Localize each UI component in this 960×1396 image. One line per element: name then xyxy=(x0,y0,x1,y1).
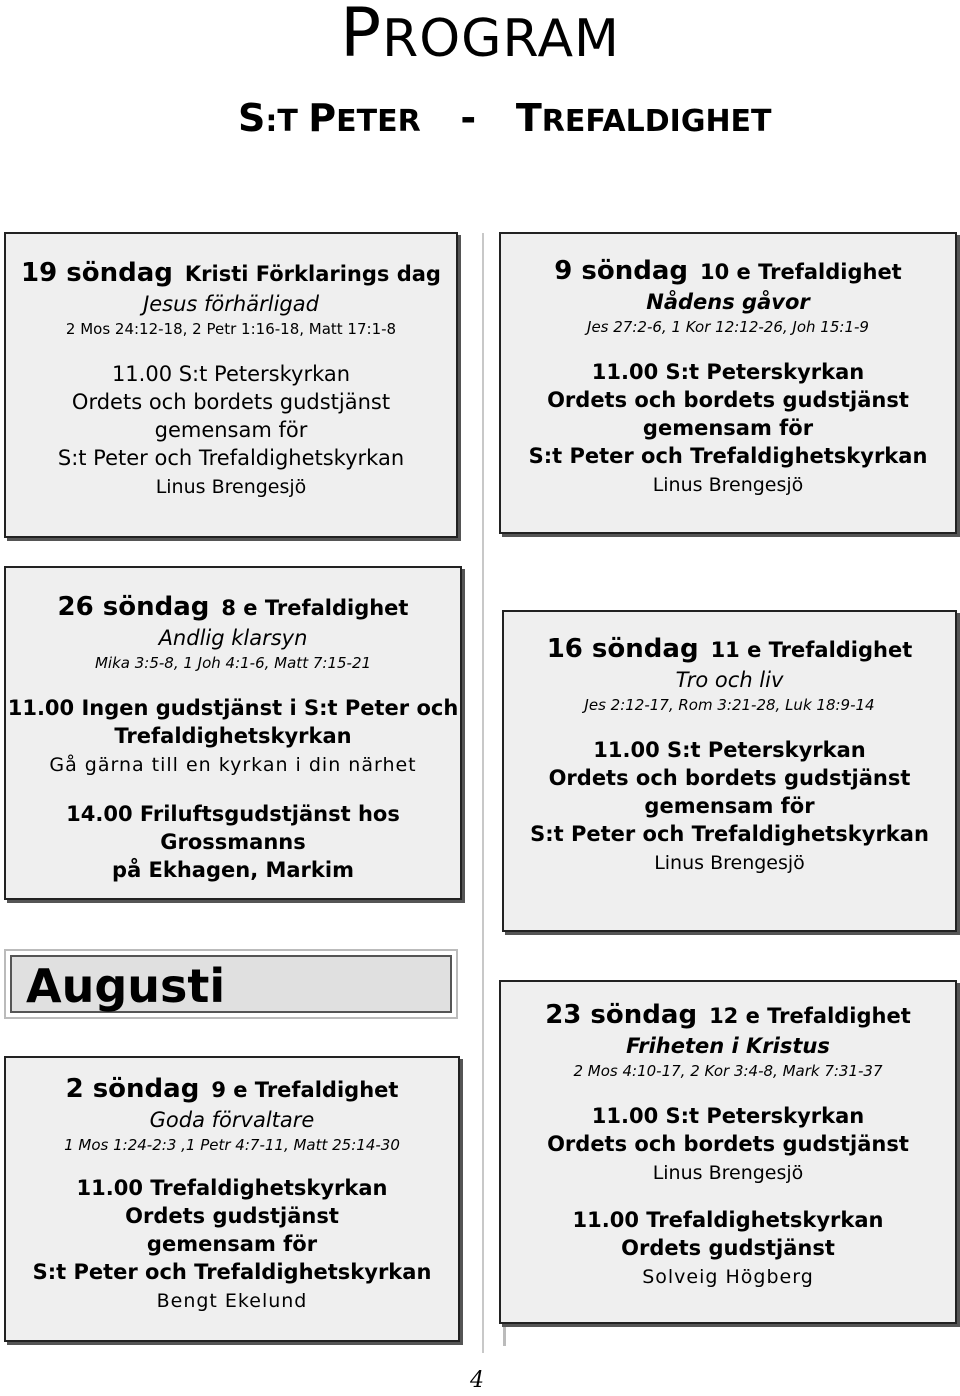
service-card-26 xyxy=(4,566,462,900)
service-card-23 xyxy=(499,980,957,1324)
card-note: Gå gärna till en kyrkan i din närhet xyxy=(49,754,417,776)
card-service: 11.00 Ingen gudstjänst i S:t Peter och Trefaldighetskyrkan xyxy=(7,696,459,748)
card-heading: 26 söndag 8 e Trefaldighet xyxy=(57,592,409,622)
card-heading: 23 söndag 12 e Trefaldighet xyxy=(545,1000,911,1030)
card-service: 11.00 S:t Peterskyrkan Ordets och bordets gudstjänst gemensam för S:t Peter och Trefaldighetskyrkan xyxy=(57,362,405,470)
card-theme: Tro och liv xyxy=(675,668,784,692)
card-pastor: Bengt Ekelund xyxy=(156,1290,308,1312)
card-theme: Nådens gåvor xyxy=(646,290,810,314)
page-subtitle: S:T PETER - TREFALDIGHET xyxy=(238,96,772,140)
card-pastor: Linus Brengesjö xyxy=(654,852,805,874)
card-theme: Andlig klarsyn xyxy=(158,626,308,650)
service-card-2 xyxy=(4,1056,460,1342)
column-divider xyxy=(482,233,484,1353)
card-pastor: Linus Brengesjö xyxy=(652,474,804,496)
month-label: Augusti xyxy=(26,959,226,1013)
card-readings: 2 Mos 4:10-17, 2 Kor 3:4-8, Mark 7:31-37 xyxy=(573,1062,883,1080)
card-readings: Jes 27:2-6, 1 Kor 12:12-26, Joh 15:1-9 xyxy=(587,318,869,336)
card-heading: 2 söndag 9 e Trefaldighet xyxy=(65,1074,399,1104)
card-service: 11.00 S:t Peterskyrkan Ordets och bordets gudstjänst gemensam för S:t Peter och Trefaldighetskyrkan xyxy=(528,360,928,468)
page-number: 4 xyxy=(470,1368,484,1393)
card-heading: 19 söndag Kristi Förklarings dag xyxy=(21,258,441,288)
card-theme: Friheten i Kristus xyxy=(626,1034,830,1058)
month-label-box xyxy=(10,955,452,1013)
card-heading: 16 söndag 11 e Trefaldighet xyxy=(546,634,913,664)
card-readings: Mika 3:5-8, 1 Joh 4:1-6, Matt 7:15-21 xyxy=(94,654,372,672)
card-service: 11.00 S:t Peterskyrkan Ordets och bordets gudstjänst gemensam för S:t Peter och Trefaldighetskyrkan xyxy=(530,738,929,846)
card-readings: 1 Mos 1:24-2:3 ,1 Petr 4:7-11, Matt 25:14-30 xyxy=(64,1136,400,1154)
card-service-2: 14.00 Friluftsgudstjänst hos Grossmanns på Ekhagen, Markim xyxy=(66,802,400,882)
service-card-16 xyxy=(502,610,957,932)
card-pastor: Linus Brengesjö xyxy=(155,476,307,498)
card-heading: 9 söndag 10 e Trefaldighet xyxy=(554,256,902,286)
service-card-19 xyxy=(4,232,458,538)
card-readings: 2 Mos 24:12-18, 2 Petr 1:16-18, Matt 17:1-8 xyxy=(65,320,397,338)
page-title: PROGRAM xyxy=(340,0,620,73)
card-pastor: Linus Brengesjö xyxy=(652,1162,804,1184)
card-theme: Jesus förhärligad xyxy=(143,292,319,316)
card-service: 11.00 S:t Peterskyrkan Ordets och bordets gudstjänst xyxy=(547,1104,909,1156)
card-readings: Jes 2:12-17, Rom 3:21-28, Luk 18:9-14 xyxy=(584,696,875,714)
card-service-2: 11.00 Trefaldighetskyrkan Ordets gudstjänst xyxy=(572,1208,884,1260)
card-pastor-2: Solveig Högberg xyxy=(642,1266,814,1288)
card-service: 11.00 Trefaldighetskyrkan Ordets gudstjänst gemensam för S:t Peter och Trefaldighetskyrkan xyxy=(32,1176,432,1284)
service-card-9 xyxy=(499,232,957,534)
card-theme: Goda förvaltare xyxy=(149,1108,315,1132)
